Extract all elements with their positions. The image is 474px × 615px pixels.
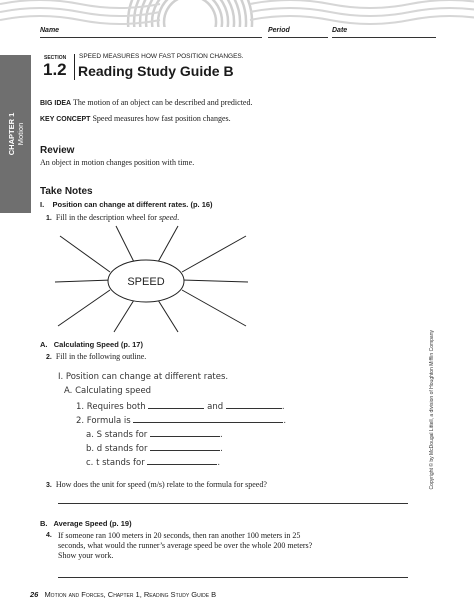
wheel-center-label: SPEED	[127, 276, 165, 288]
side-tab-unit: Motion	[15, 122, 25, 146]
outline-4-period: .	[283, 416, 287, 426]
section-kicker: SPEED MEASURES HOW FAST POSITION CHANGES.	[79, 53, 244, 60]
section-i-num: I.	[40, 200, 45, 209]
wheel-spoke[interactable]	[182, 236, 246, 272]
outline-line-2: A. Calculating speed	[64, 386, 152, 396]
q1-num: 1.	[46, 215, 52, 222]
chapter-side-tab	[0, 55, 31, 213]
outline-5-period: .	[219, 430, 223, 440]
wheel-spoke[interactable]	[60, 236, 110, 272]
section-a-text: Calculating Speed (p. 17)	[53, 340, 143, 349]
q3-text: How does the unit for speed (m/s) relate to the formula for speed?	[55, 480, 267, 489]
q4-num: 4.	[46, 532, 52, 539]
section-number: 1.2	[43, 60, 67, 79]
footer-title: Motion and Forces, Chapter 1, Reading Study Guide B	[44, 590, 217, 599]
outline-line-5	[86, 428, 223, 440]
q1-text: Fill in the description wheel for	[55, 213, 159, 222]
date-label: Date	[332, 27, 348, 34]
outline-6-period: .	[220, 444, 223, 454]
key-concept	[40, 114, 440, 125]
q1-after: .	[177, 213, 180, 222]
outline-blank-3[interactable]	[133, 414, 283, 423]
wheel-spoke[interactable]	[58, 290, 110, 326]
q4-line-2: seconds, what would the runner’s average speed be over the whole 200 meters?	[58, 541, 313, 550]
question-2	[46, 352, 146, 363]
q2-num: 2.	[46, 354, 52, 361]
section-divider	[74, 54, 75, 80]
outline-line-1: I. Position can change at different rates.	[58, 372, 229, 382]
outline-5-text: a. S stands for	[86, 430, 148, 440]
big-idea	[40, 98, 440, 109]
outline-blank-1[interactable]	[148, 400, 204, 409]
section-b-num: B.	[40, 519, 48, 528]
page-title: Reading Study Guide B	[78, 63, 234, 79]
outline-7-text: c. t stands for	[86, 458, 145, 468]
outline-blank-2[interactable]	[226, 400, 282, 409]
outline-blank-5[interactable]	[150, 442, 220, 451]
q4-line-1: If someone ran 100 meters in 20 seconds, then ran another 100 meters in 25	[58, 531, 301, 540]
outline-line-6	[86, 442, 223, 454]
outline-3-and: and	[207, 402, 224, 412]
section-b-text: Average Speed (p. 19)	[53, 519, 132, 528]
wheel-spoke[interactable]	[182, 290, 246, 326]
outline-line-4	[76, 414, 286, 426]
outline-6-text: b. d stands for	[86, 444, 148, 454]
answer-line[interactable]	[58, 503, 408, 504]
q4-line-3: Show your work.	[58, 551, 114, 560]
period-line[interactable]	[268, 37, 328, 38]
review-text: An object in motion changes position with time.	[40, 158, 195, 167]
page-footer	[30, 590, 216, 599]
review-heading: Review	[40, 145, 75, 156]
key-concept-text: Speed measures how fast position changes.	[92, 114, 231, 123]
take-notes-heading: Take Notes	[40, 186, 93, 197]
wheel-spoke[interactable]	[158, 226, 178, 262]
outline-7-period: .	[217, 458, 221, 468]
section-a-num: A.	[40, 340, 48, 349]
page-number: 26	[30, 590, 39, 599]
q2-text: Fill in the following outline.	[55, 352, 147, 361]
wheel-spoke[interactable]	[116, 226, 134, 262]
section-b	[40, 519, 132, 528]
header-decoration	[0, 0, 474, 27]
question-4	[46, 531, 416, 561]
date-line[interactable]	[332, 37, 436, 38]
section-label: SECTION	[44, 55, 67, 61]
outline-3-text: 1. Requires both	[76, 402, 146, 412]
wheel-spoke[interactable]	[55, 280, 112, 282]
key-concept-label: KEY CONCEPT	[40, 116, 91, 123]
outline-4-text: 2. Formula is	[76, 416, 131, 426]
wheel-spoke[interactable]	[158, 300, 178, 332]
q3-num: 3.	[46, 482, 52, 489]
big-idea-label: BIG IDEA	[40, 100, 72, 107]
description-wheel	[50, 224, 250, 334]
q1-italic: speed	[158, 213, 178, 222]
question-1	[46, 213, 179, 224]
question-3	[46, 480, 267, 491]
answer-line[interactable]	[58, 577, 408, 578]
wheel-spoke[interactable]	[114, 300, 134, 332]
side-tab-chapter: CHAPTER 1	[6, 112, 16, 156]
wheel-spoke[interactable]	[182, 280, 248, 282]
name-label: Name	[40, 27, 60, 34]
outline-line-3	[76, 400, 285, 412]
outline-blank-6[interactable]	[147, 456, 217, 465]
copyright-notice: Copyright © by McDougal Littell, a division of Houghton Mifflin Company	[429, 330, 435, 490]
outline-line-7	[86, 456, 220, 468]
section-a	[40, 340, 143, 349]
name-line[interactable]	[40, 37, 262, 38]
outline-3-period: .	[281, 402, 285, 412]
section-i	[40, 200, 213, 209]
big-idea-text: The motion of an object can be described and predicted.	[72, 98, 253, 107]
section-i-text: Position can change at different rates. (p. 16)	[52, 200, 213, 209]
period-label: Period	[268, 27, 290, 34]
outline-blank-4[interactable]	[150, 428, 220, 437]
